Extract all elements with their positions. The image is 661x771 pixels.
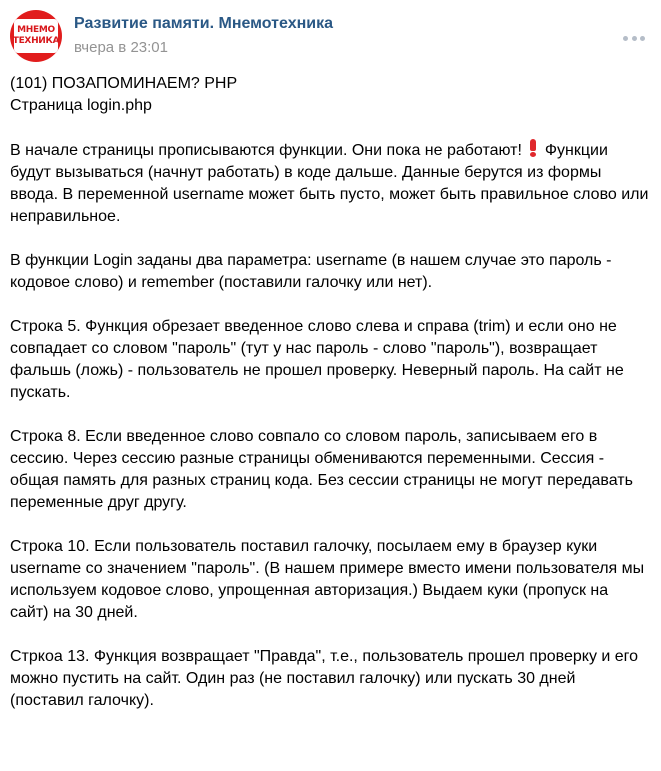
avatar-logo-line-1: МНЕМО: [17, 25, 55, 35]
post-text: [10, 73, 651, 712]
post-header: [10, 10, 651, 62]
paragraph-6: Стркоа 13. Функция возвращает "Правда", т.е., пользователь прошел проверку и его можно пустить на сайт. Один раз (не поставил галочку) или пускать 30 дней (поставил галочку).: [10, 648, 639, 709]
dot-icon: [632, 36, 637, 41]
community-avatar[interactable]: [10, 10, 62, 62]
avatar-logo-line-2: ТЕХНИКА: [12, 36, 60, 46]
paragraph-gap: [10, 514, 651, 536]
paragraph-1-start: В начале страницы прописываются функции. Они пока не работают!: [10, 142, 522, 159]
post-title-line-1: (101) ПОЗАПОМИНАЕМ? PHP: [10, 75, 238, 92]
post-title-line-2: Страница login.php: [10, 97, 152, 114]
paragraph-1-end: Функции будут вызываться (начнут работать) в коде дальше. Данные берутся из формы ввода. В переменной username может быть пусто, может быть правильное слово или неправильное.: [10, 142, 649, 225]
avatar-logo: [14, 19, 58, 53]
dot-icon: [623, 36, 628, 41]
post-date-link[interactable]: вчера в 23:01: [74, 39, 168, 56]
paragraph-gap: [10, 117, 651, 139]
paragraph-1: [10, 139, 651, 228]
exclamation-icon: [528, 139, 538, 157]
paragraph-5: Строка 10. Если пользователь поставил галочку, посылаем ему в браузер куки username со значением "пароль". (В нашем примере вместо имени пользователя мы используем кодовое слово, упрощенная авторизация.) Выдаем куки (пропуск на сайт) на 30 дней.: [10, 538, 645, 621]
community-name-link[interactable]: Развитие памяти. Мнемотехника: [74, 15, 333, 32]
paragraph-gap: [10, 624, 651, 646]
paragraph-3: Строка 5. Функция обрезает введенное слово слева и справа (trim) и если оно не совпадает со словом "пароль" (тут у нас пароль - слово "пароль"), возвращает фальшь (ложь) - пользователь не прошел проверку. Неверный пароль. На сайт не пускать.: [10, 318, 624, 401]
dot-icon: [640, 36, 645, 41]
paragraph-4: Строка 8. Если введенное слово совпало со словом пароль, записываем его в сессию. Через сессию разные страницы обмениваются переменными. Сессия - общая память для разных страниц кода. Без сессии страницы не могут передавать переменные друг другу.: [10, 428, 633, 511]
paragraph-gap: [10, 294, 651, 316]
paragraph-gap: [10, 404, 651, 426]
more-horizontal-icon[interactable]: [623, 36, 645, 42]
paragraph-gap: [10, 228, 651, 250]
paragraph-2: В функции Login заданы два параметра: username (в нашем случае это пароль - кодовое слово) и remember (поставили галочку или нет).: [10, 252, 612, 291]
